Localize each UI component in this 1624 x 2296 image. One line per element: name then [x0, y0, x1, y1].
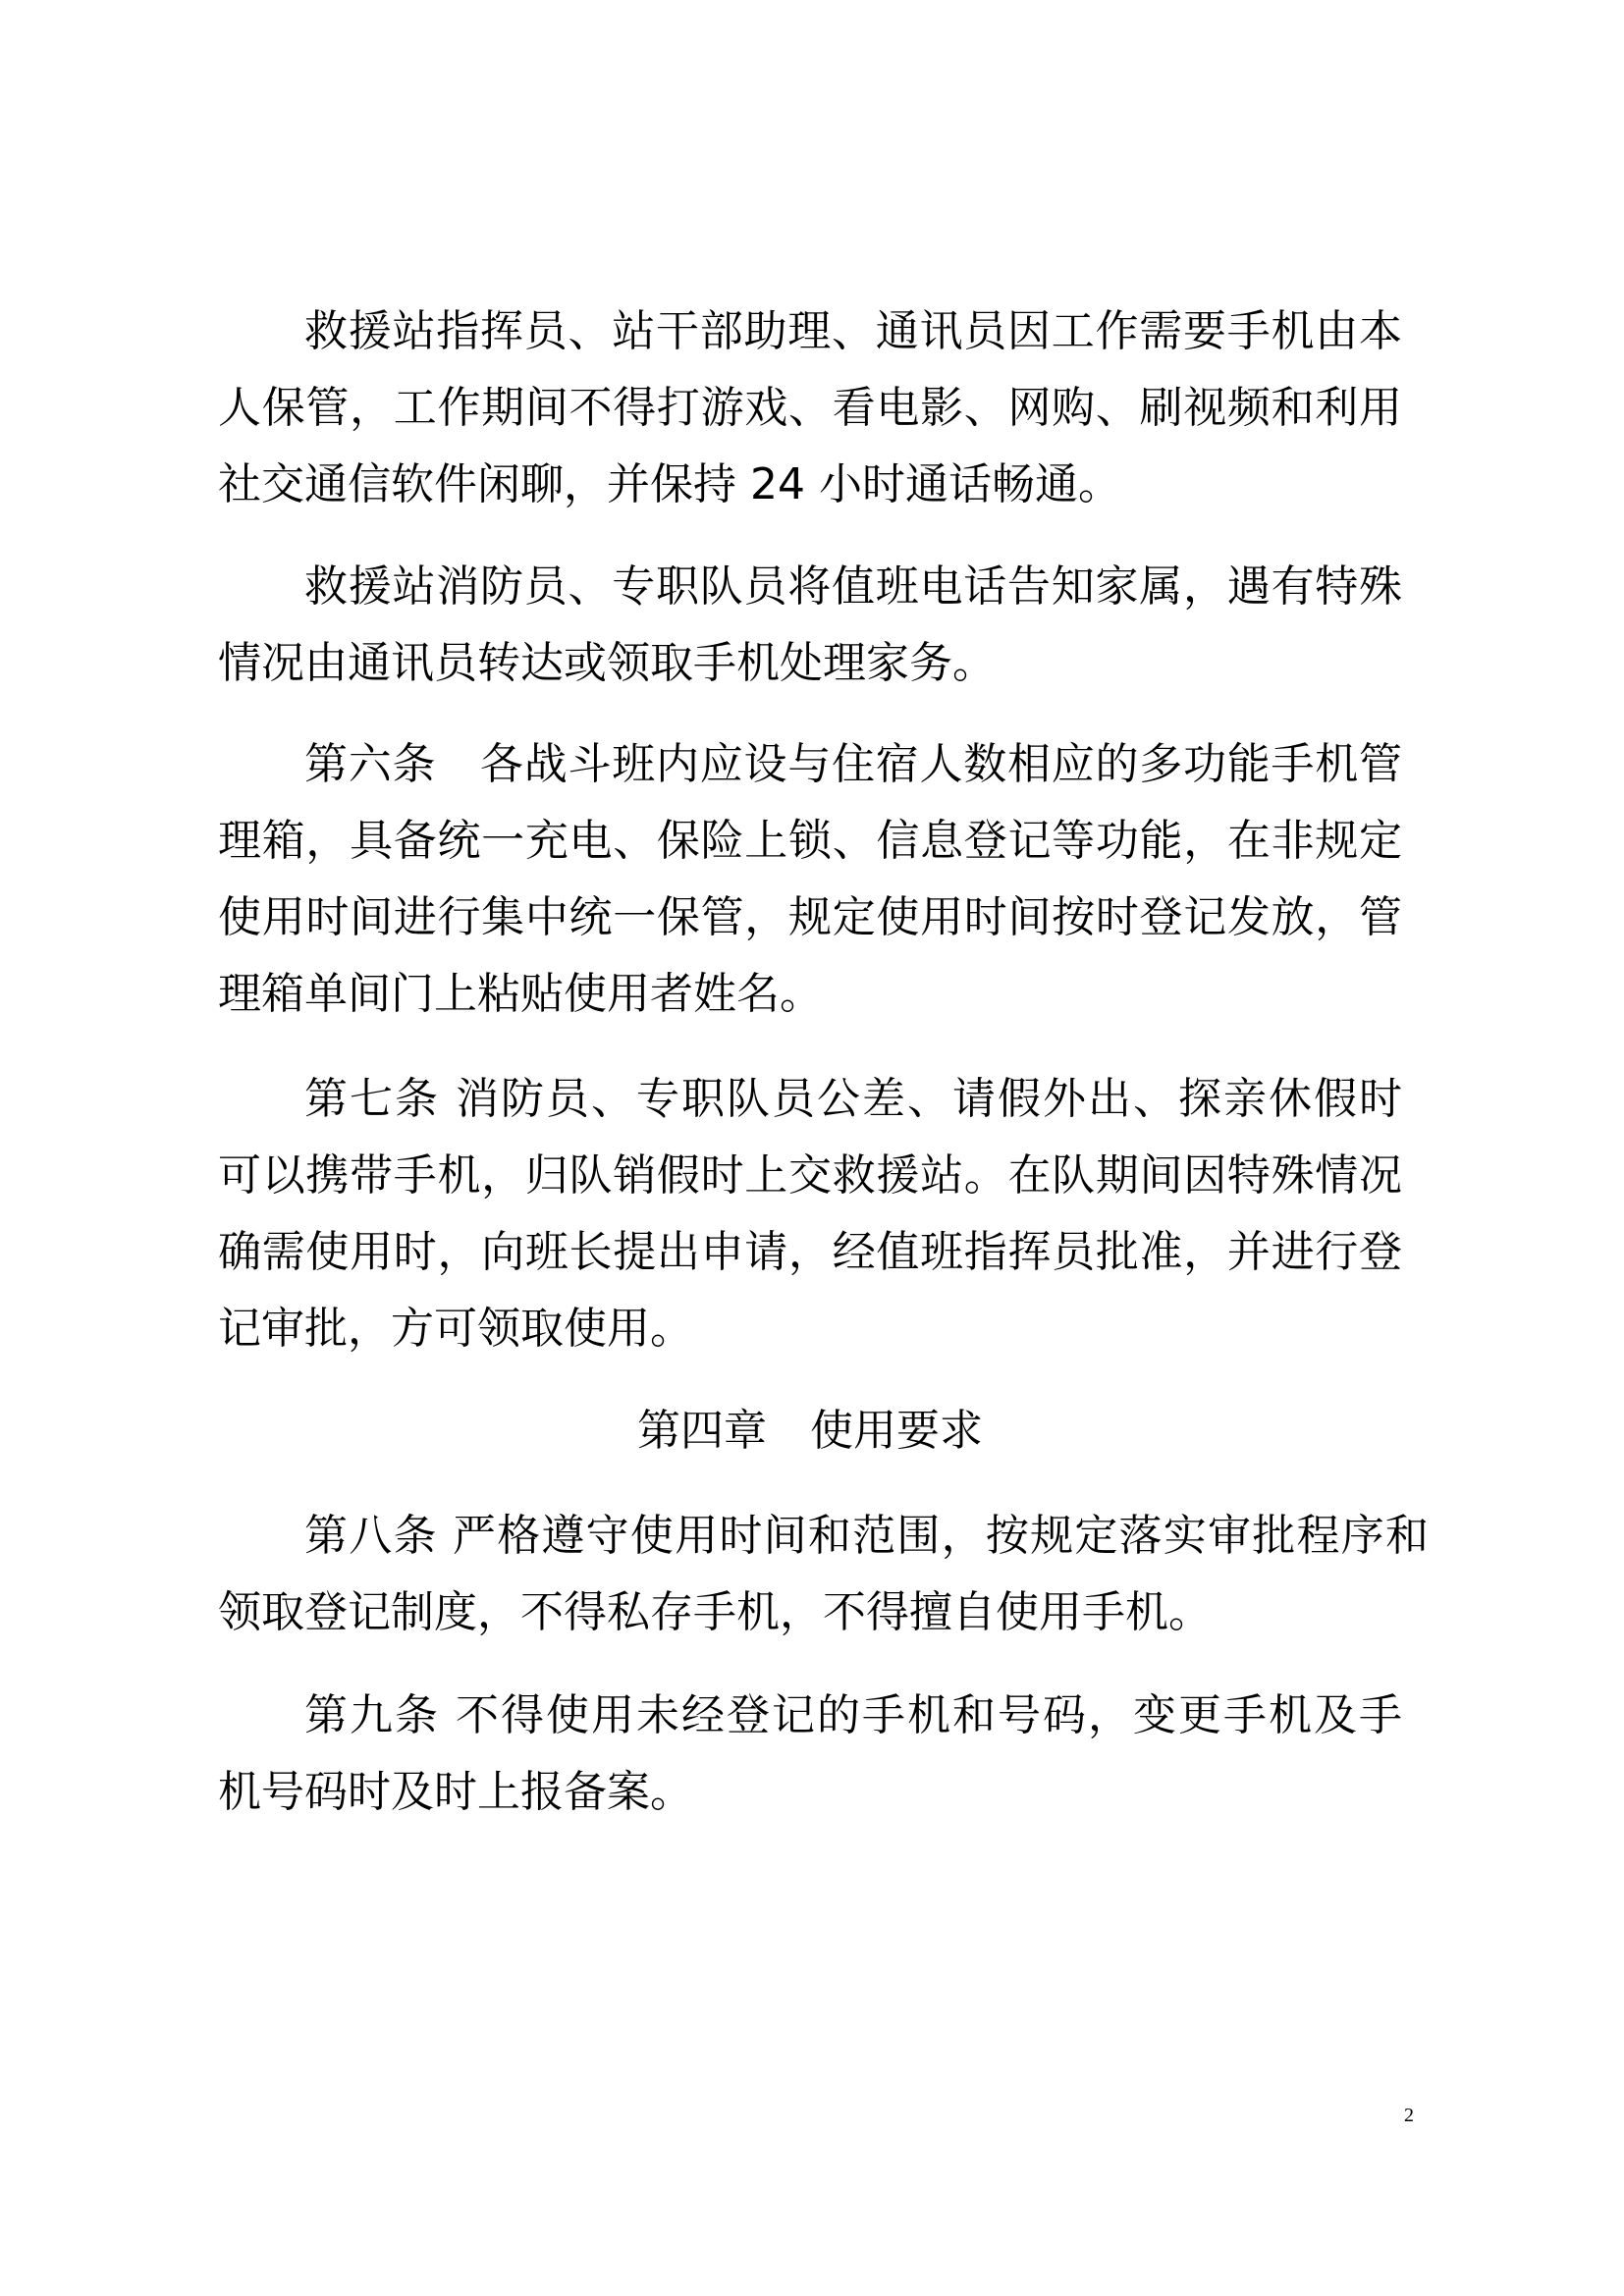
text-line: 第九条 不得使用未经登记的手机和号码，变更手机及手: [304, 1690, 1402, 1740]
article-9: [218, 1678, 1402, 1831]
chapter-heading: 第四章 使用要求: [637, 1406, 983, 1456]
text-line: 情况由通讯员转达或领取手机处理家务。: [218, 638, 996, 688]
paragraph-firefighter-phone: [218, 549, 1402, 702]
text-line: 理箱，具备统一充电、保险上锁、信息登记等功能，在非规定: [218, 816, 1402, 866]
text-line: 记审批，方可领取使用。: [218, 1304, 693, 1354]
article-6: [218, 726, 1402, 1033]
text-line: 机号码时及时上报备案。: [218, 1767, 693, 1817]
page-number: 2: [1404, 2105, 1414, 2126]
text-line: 人保管，工作期间不得打游戏、看电影、网购、刷视频和利用: [218, 383, 1402, 433]
article-8: [218, 1498, 1429, 1651]
text-line: 第八条 严格遵守使用时间和范围，按规定落实审批程序和: [304, 1511, 1429, 1561]
text-line: 第七条 消防员、专职队员公差、请假外出、探亲休假时: [304, 1074, 1402, 1124]
text-line: 理箱单间门上粘贴使用者姓名。: [218, 969, 823, 1019]
text-line: 可以携带手机，归队销假时上交救援站。在队期间因特殊情况: [218, 1150, 1402, 1201]
text-line: 救援站指挥员、站干部助理、通讯员因工作需要手机由本: [304, 306, 1402, 356]
text-line: 救援站消防员、专职队员将值班电话告知家属，遇有特殊: [304, 561, 1402, 612]
text-line: 第六条 各战斗班内应设与住宿人数相应的多功能手机管: [304, 739, 1402, 789]
paragraph-commander-phone: [218, 294, 1402, 523]
text-line: 使用时间进行集中统一保管，规定使用时间按时登记发放，管: [218, 892, 1402, 942]
text-line: 确需使用时，向班长提出申请，经值班指挥员批准，并进行登: [218, 1227, 1402, 1277]
text-line: 领取登记制度，不得私存手机，不得擅自使用手机。: [218, 1587, 1212, 1637]
article-7: [218, 1061, 1402, 1367]
text-line: 社交通信软件闲聊，并保持 24 小时通话畅通。: [218, 459, 1121, 509]
